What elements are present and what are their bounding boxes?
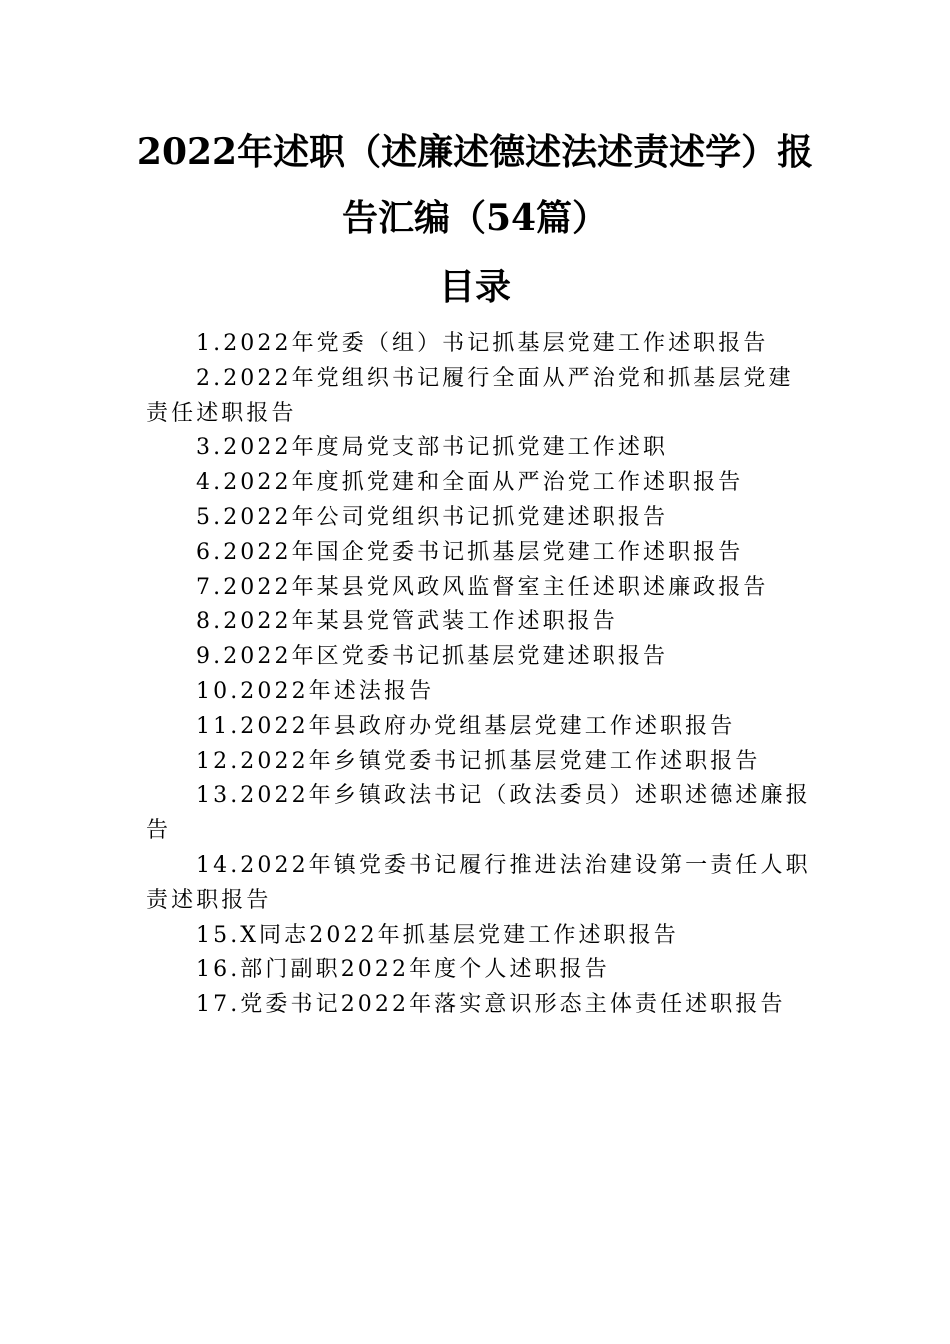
document-title-line-1: 2022年述职（述廉述德述法述责述学）报 [136,131,814,173]
toc-item-6: 6.2022年国企党委书记抓基层党建工作述职报告 [196,539,744,565]
document-title-line-2: 告汇编（54篇） [341,197,609,239]
toc-item-5: 5.2022年公司党组织书记抓党建述职报告 [196,504,669,530]
toc-item-4: 4.2022年度抓党建和全面从严治党工作述职报告 [196,470,744,496]
toc-item-8: 8.2022年某县党管武装工作述职报告 [196,609,618,635]
toc-item-16: 16.部门副职2022年度个人述职报告 [196,957,610,983]
table-of-contents [146,327,814,1023]
toc-item-14: 14.2022年镇党委书记履行推进法治建设第一责任人职责述职报告 [146,852,811,913]
toc-item-12: 12.2022年乡镇党委书记抓基层党建工作述职报告 [196,748,761,774]
toc-item-13: 13.2022年乡镇政法书记（政法委员）述职述德述廉报告 [146,783,811,844]
toc-item-1: 1.2022年党委（组）书记抓基层党建工作述职报告 [196,331,769,356]
toc-item-7: 7.2022年某县党风政风监督室主任述职述廉政报告 [196,574,769,600]
toc-heading: 目录 [438,267,511,308]
toc-item-10: 10.2022年述法报告 [196,678,435,704]
toc-item-3: 3.2022年度局党支部书记抓党建工作述职 [196,435,669,461]
toc-item-2: 2.2022年党组织书记履行全面从严治党和抓基层党建责任述职报告 [146,365,794,426]
toc-item-17: 17.党委书记2022年落实意识形态主体责任述职报告 [196,992,786,1018]
toc-item-11: 11.2022年县政府办党组基层党建工作述职报告 [196,713,736,739]
toc-item-9: 9.2022年区党委书记抓基层党建述职报告 [196,644,669,670]
toc-item-15: 15.X同志2022年抓基层党建工作述职报告 [196,922,679,948]
